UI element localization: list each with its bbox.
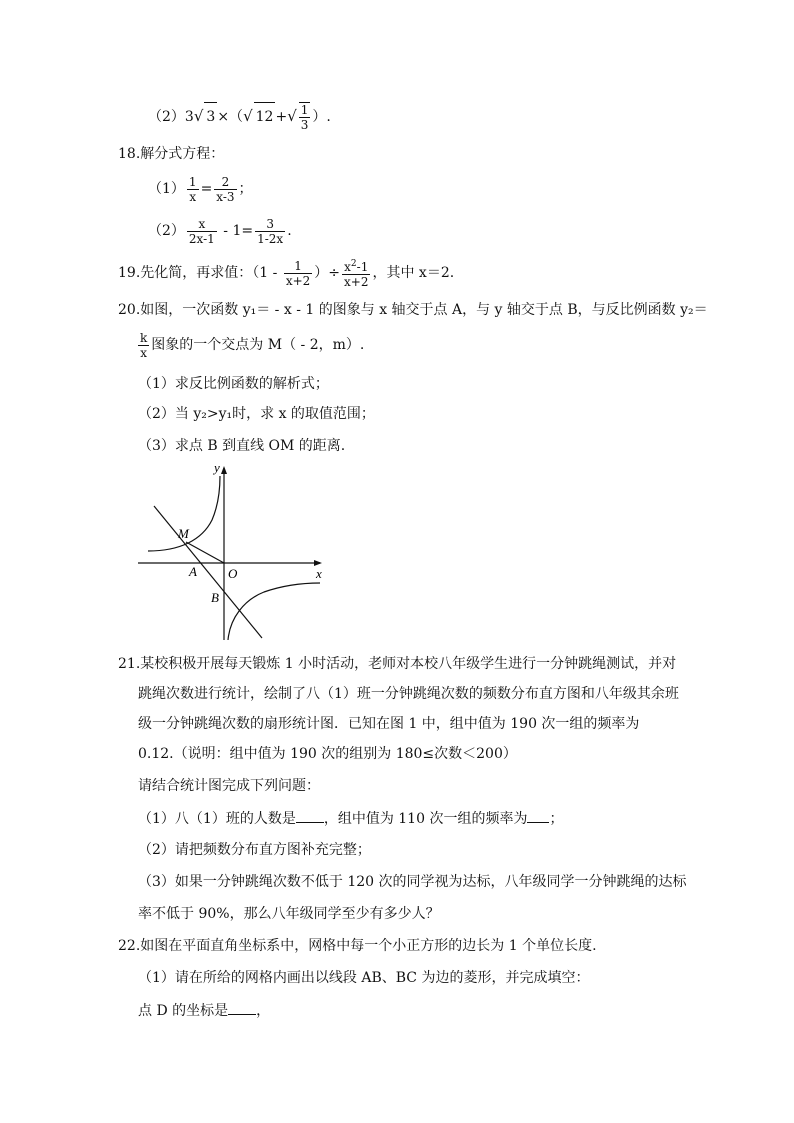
- label: （1）: [148, 181, 185, 197]
- text: 点 D 的坐标是: [138, 1003, 229, 1019]
- frac-den: 3: [300, 118, 309, 132]
- label: （2）: [148, 223, 185, 239]
- end: .: [287, 223, 292, 239]
- end: ）.: [312, 109, 331, 125]
- q21-s3b: 率不低于 90%，那么八年级同学至少有多少人？: [138, 906, 440, 922]
- text: ，: [256, 1003, 271, 1019]
- q18-title: 18.解分式方程：: [118, 146, 225, 162]
- answer-blank[interactable]: [296, 808, 324, 823]
- plus: +: [275, 109, 288, 125]
- answer-blank[interactable]: [527, 808, 549, 823]
- fraction: [187, 175, 199, 204]
- sqrt-sign: √: [193, 107, 204, 125]
- label-a: A: [189, 564, 197, 579]
- q20-line2: [138, 328, 364, 362]
- end: ；: [238, 181, 253, 197]
- fraction: [284, 259, 312, 288]
- frac-den: x: [140, 345, 148, 360]
- fraction: [138, 331, 149, 360]
- times: ×（: [217, 109, 244, 125]
- answer-blank[interactable]: [228, 1000, 256, 1015]
- q19: [118, 256, 454, 290]
- frac-den: x-3: [216, 189, 235, 204]
- q17-part2: [148, 102, 331, 132]
- hyperbola-branch-lower: [228, 583, 320, 640]
- frac-num: [342, 257, 370, 275]
- function-graph-figure: [130, 458, 340, 644]
- label-y: y: [214, 460, 220, 475]
- var: x: [344, 260, 351, 274]
- q18-part1: [148, 172, 253, 206]
- text: ；: [549, 811, 564, 827]
- mid: - 1=: [218, 223, 254, 239]
- frac-num: k: [140, 330, 148, 345]
- frac-den: 1-2x: [257, 231, 284, 246]
- q22-l3: [138, 1000, 270, 1021]
- label-x: x: [316, 566, 322, 581]
- frac-den: x: [189, 189, 197, 204]
- rest: -1: [356, 260, 369, 274]
- frac-num: 1: [300, 103, 309, 117]
- suffix: ，其中 x＝2.: [372, 265, 455, 281]
- q17-part2-label: （2）: [148, 109, 185, 125]
- fraction: [187, 217, 217, 246]
- label-m: M: [178, 526, 189, 541]
- q18-part2: [148, 214, 292, 248]
- fraction: [342, 257, 370, 289]
- frac-den: x+2: [285, 273, 311, 288]
- q21-l2: 跳绳次数进行统计，绘制了八（1）班一分钟跳绳次数的频数分布直方图和八年级其余班: [138, 686, 679, 702]
- frac-num: 1: [284, 259, 312, 274]
- frac-num: x: [187, 217, 217, 232]
- frac-den: x+2: [344, 275, 369, 289]
- sqrt-12: 12: [254, 102, 276, 131]
- y-axis-arrow: [221, 466, 227, 474]
- q21-l4: 0.12.（说明：组中值为 190 次的组别为 180≤次数＜200）: [138, 746, 517, 762]
- sqrt-sign: √: [287, 107, 297, 125]
- q21-l5: 请结合统计图完成下列问题：: [138, 778, 320, 794]
- text: ，组中值为 110 次一组的频率为: [323, 811, 528, 827]
- frac-num: 1: [188, 174, 197, 189]
- label-o: O: [228, 566, 238, 581]
- q20-line1: 20.如图，一次函数 y₁＝ - x - 1 的图象与 x 轴交于点 A，与 y 轴交于点 B，与反比例函数 y₂＝: [118, 302, 708, 318]
- text: 图象的一个交点为 M（ - 2，m）.: [151, 337, 365, 353]
- coef: 3: [184, 109, 194, 125]
- fraction: [255, 217, 285, 246]
- sqrt-sign: √: [243, 107, 253, 125]
- q20-sub1: （1）求反比例函数的解析式；: [138, 376, 329, 392]
- prefix: 19.先化简，再求值：（1 -: [118, 265, 282, 281]
- q20-sub3: （3）求点 B 到直线 OM 的距离.: [138, 438, 346, 454]
- exp: 2: [350, 259, 357, 269]
- q21-l1: 21.某校积极开展每天锻炼 1 小时活动，老师对本校八年级学生进行一分钟跳绳测试，并对: [118, 656, 677, 672]
- q22-l2: （1）请在所给的网格内画出以线段 AB、BC 为边的菱形，并完成填空：: [138, 970, 590, 986]
- fraction: [214, 175, 236, 204]
- q21-s1: [138, 808, 563, 829]
- q21-s2: （2）请把频数分布直方图补充完整；: [138, 842, 371, 858]
- sqrt-arg: 3: [204, 102, 217, 131]
- label-b: B: [211, 590, 219, 605]
- q21-s3a: （3）如果一分钟跳绳次数不低于 120 次的同学视为达标，八年级同学一分钟跳绳的达标: [138, 874, 687, 890]
- q22-l1: 22.如图在平面直角坐标系中，网格中每一个小正方形的边长为 1 个单位长度.: [118, 938, 597, 954]
- q20-sub2: （2）当 y₂>y₁时，求 x 的取值范围；: [138, 406, 375, 422]
- frac-num: 2: [214, 175, 236, 190]
- text: （1）八（1）班的人数是: [138, 811, 296, 827]
- frac-num: 3: [255, 217, 285, 232]
- frac-den: 2x-1: [188, 231, 215, 246]
- fraction: [299, 102, 311, 132]
- eq: =: [200, 181, 213, 197]
- q21-l3: 级一分钟跳绳次数的扇形统计图．已知在图 1 中，组中值为 190 次一组的频率为: [138, 716, 640, 732]
- mid: ）÷: [314, 265, 341, 281]
